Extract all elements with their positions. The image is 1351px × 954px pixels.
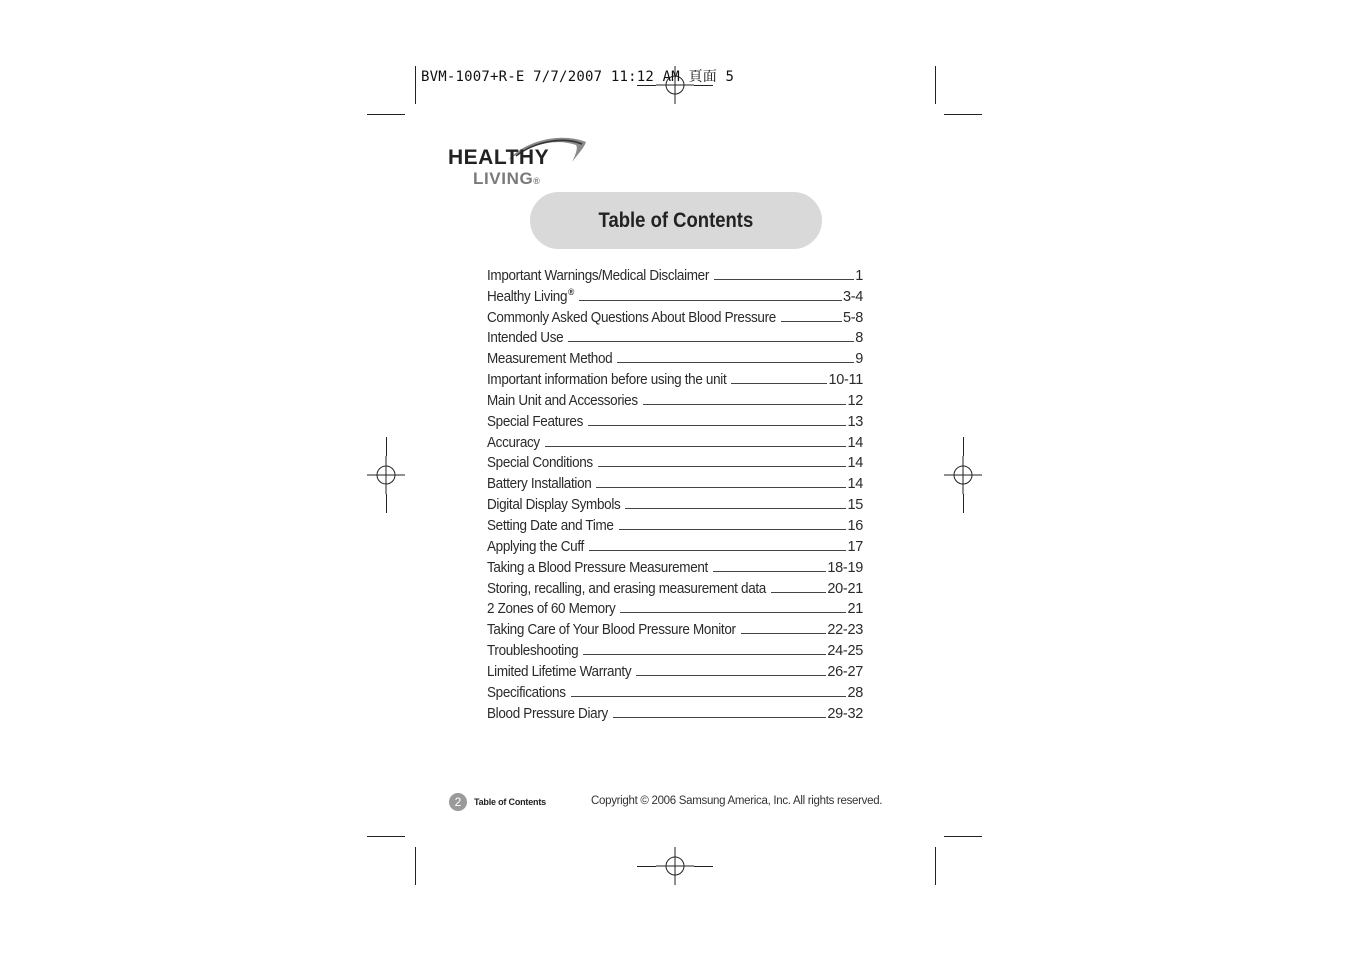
- toc-entry[interactable]: [487, 555, 863, 576]
- toc-entry-page: 29-32: [827, 705, 863, 722]
- crop-mark: [367, 114, 405, 115]
- registration-mark-right: [944, 456, 982, 494]
- page-title-pill: [530, 192, 822, 249]
- toc-entry[interactable]: [487, 409, 863, 430]
- toc-entry-page: 14: [847, 434, 863, 451]
- toc-entry[interactable]: [487, 701, 863, 722]
- registration-line: [637, 866, 656, 867]
- toc-entry[interactable]: [487, 346, 863, 367]
- toc-entry-title: Measurement Method: [487, 351, 613, 368]
- toc-entry[interactable]: [487, 471, 863, 492]
- toc-entry[interactable]: [487, 367, 863, 388]
- registration-mark-bottom: [656, 847, 694, 885]
- toc-entry-title: Taking a Blood Pressure Measurement: [487, 559, 708, 576]
- crop-mark: [415, 66, 416, 104]
- toc-entry[interactable]: [487, 492, 863, 513]
- toc-leader-line: [713, 570, 826, 572]
- toc-entry-page: 18-19: [827, 559, 863, 576]
- toc-leader-line: [613, 716, 827, 718]
- toc-entry[interactable]: [487, 534, 863, 555]
- toc-leader-line: [598, 465, 847, 467]
- toc-entry[interactable]: [487, 388, 863, 409]
- toc-entry[interactable]: [487, 638, 863, 659]
- toc-entry-page: 9: [855, 351, 863, 368]
- toc-leader-line: [643, 403, 847, 405]
- toc-leader-line: [571, 695, 847, 697]
- toc-leader-line: [583, 653, 826, 655]
- toc-entry-title: Storing, recalling, and erasing measurement data: [487, 580, 766, 597]
- crop-mark: [415, 847, 416, 885]
- toc-entry-title: Setting Date and Time: [487, 517, 614, 534]
- toc-entry[interactable]: [487, 513, 863, 534]
- footer-section-label: Table of Contents: [474, 797, 546, 807]
- toc-entry[interactable]: [487, 263, 863, 284]
- toc-leader-line: [568, 340, 854, 342]
- toc-entry[interactable]: [487, 659, 863, 680]
- copyright-text: Copyright © 2006 Samsung America, Inc. All rights reserved.: [591, 795, 883, 807]
- toc-entry-title: Special Features: [487, 413, 583, 430]
- healthy-living-logo: [446, 134, 591, 192]
- toc-entry-title: Important information before using the unit: [487, 372, 727, 389]
- toc-leader-line: [731, 382, 827, 384]
- registration-line: [963, 437, 964, 456]
- toc-leader-line: [781, 320, 842, 322]
- toc-entry[interactable]: [487, 451, 863, 472]
- toc-entry-page: 14: [847, 476, 863, 493]
- toc-leader-line: [625, 507, 846, 509]
- logo-living-text: LIVING®: [473, 169, 541, 188]
- toc-entry-title: Intended Use: [487, 330, 564, 347]
- toc-leader-line: [741, 632, 827, 634]
- registered-mark: ®: [568, 286, 574, 297]
- toc-leader-line: [619, 528, 847, 530]
- registration-line: [694, 866, 713, 867]
- registration-mark-left: [367, 456, 405, 494]
- toc-entry[interactable]: [487, 326, 863, 347]
- toc-entry-page: 15: [847, 497, 863, 514]
- page-title: Table of Contents: [598, 208, 754, 232]
- toc-entry-page: 14: [847, 455, 863, 472]
- toc-entry[interactable]: [487, 617, 863, 638]
- toc-entry-page: 1: [855, 267, 863, 284]
- toc-leader-line: [620, 611, 846, 613]
- registration-line: [386, 494, 387, 513]
- toc-entry-page: 22-23: [827, 622, 863, 639]
- toc-entry[interactable]: [487, 284, 863, 305]
- toc-leader-line: [545, 445, 847, 447]
- toc-entry-page: 13: [847, 413, 863, 430]
- toc-entry-page: 17: [847, 538, 863, 555]
- toc-entry-title: Main Unit and Accessories: [487, 392, 638, 409]
- toc-list: [487, 263, 863, 722]
- page-number-badge: 2: [449, 793, 467, 811]
- crop-mark: [367, 836, 405, 837]
- crop-mark: [944, 114, 982, 115]
- toc-entry-title: Specifications: [487, 684, 566, 701]
- toc-entry-title: Digital Display Symbols: [487, 497, 621, 514]
- toc-entry-page: 24-25: [827, 643, 863, 660]
- toc-entry-title: Limited Lifetime Warranty: [487, 663, 632, 680]
- toc-leader-line: [589, 549, 847, 551]
- crop-mark: [944, 836, 982, 837]
- toc-entry-title: Accuracy: [487, 434, 540, 451]
- toc-entry-title: Troubleshooting: [487, 643, 579, 660]
- toc-entry-title: Special Conditions: [487, 455, 593, 472]
- toc-entry-page: 21: [847, 601, 863, 618]
- print-slug: BVM-1007+R-E 7/7/2007 11:12 AM 頁面 5: [421, 69, 735, 85]
- toc-entry[interactable]: [487, 680, 863, 701]
- registration-line: [386, 437, 387, 456]
- toc-entry-page: 8: [855, 330, 863, 347]
- toc-entry-title: Blood Pressure Diary: [487, 705, 608, 722]
- toc-entry[interactable]: [487, 430, 863, 451]
- toc-entry-page: 28: [847, 684, 863, 701]
- toc-entry-title: Applying the Cuff: [487, 538, 584, 555]
- toc-leader-line: [636, 674, 826, 676]
- toc-leader-line: [588, 424, 846, 426]
- toc-entry-page: 10-11: [828, 372, 863, 389]
- toc-leader-line: [596, 486, 846, 488]
- crop-mark: [935, 847, 936, 885]
- toc-entry-title: Important Warnings/Medical Disclaimer: [487, 267, 710, 284]
- toc-entry-title: Healthy Living®: [487, 286, 574, 305]
- toc-entry-title: Battery Installation: [487, 476, 592, 493]
- toc-entry-title: Taking Care of Your Blood Pressure Monitor: [487, 622, 736, 639]
- toc-entry[interactable]: [487, 305, 863, 326]
- toc-entry[interactable]: [487, 576, 863, 597]
- toc-entry[interactable]: [487, 597, 863, 618]
- toc-entry-page: 12: [847, 392, 863, 409]
- toc-entry-title: Commonly Asked Questions About Blood Pressure: [487, 309, 776, 326]
- toc-entry-page: 26-27: [827, 663, 863, 680]
- toc-entry-page: 16: [847, 517, 863, 534]
- toc-entry-title: 2 Zones of 60 Memory: [487, 601, 616, 618]
- toc-leader-line: [579, 299, 842, 301]
- registration-line: [963, 494, 964, 513]
- toc-leader-line: [714, 278, 854, 280]
- toc-leader-line: [617, 361, 854, 363]
- logo-healthy-text: HEALTHY: [448, 146, 550, 169]
- toc-entry-page: 3-4: [842, 288, 863, 305]
- toc-entry-page: 5-8: [842, 309, 863, 326]
- toc-entry-page: 20-21: [827, 580, 863, 597]
- toc-leader-line: [771, 591, 826, 593]
- crop-mark: [935, 66, 936, 104]
